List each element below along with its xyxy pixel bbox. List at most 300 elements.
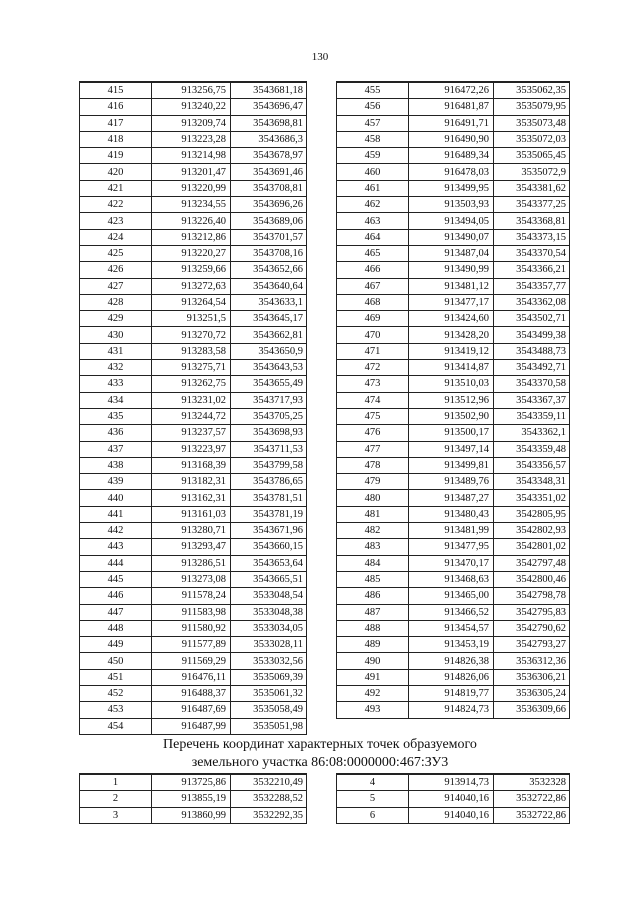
point-number-cell: 419 [80,148,152,164]
section-title [0,736,640,772]
table-row [337,148,570,164]
x-coordinate-cell: 911569,29 [152,653,231,669]
point-number-cell: 434 [80,392,152,408]
point-number-cell: 421 [80,180,152,196]
table-row [80,620,307,636]
point-number-cell: 464 [337,229,409,245]
x-coordinate-cell: 913280,71 [152,523,231,539]
y-coordinate-cell: 3543356,57 [494,457,570,473]
table-row [337,571,570,587]
x-coordinate-cell: 913914,73 [409,774,494,791]
point-number-cell: 429 [80,311,152,327]
table-row [80,506,307,522]
table-row [337,807,570,823]
y-coordinate-cell: 3535072,9 [494,164,570,180]
point-number-cell: 467 [337,278,409,294]
point-number-cell: 482 [337,523,409,539]
point-number-cell: 416 [80,99,152,115]
y-coordinate-cell: 3532210,49 [231,774,307,791]
y-coordinate-cell: 3535062,35 [494,82,570,99]
point-number-cell: 423 [80,213,152,229]
table-row [80,653,307,669]
y-coordinate-cell: 3532722,86 [494,791,570,807]
table-row [80,82,307,99]
point-number-cell: 479 [337,474,409,490]
x-coordinate-cell: 913453,19 [409,637,494,653]
table-row [337,180,570,196]
y-coordinate-cell: 3535069,39 [231,669,307,685]
table-row [337,376,570,392]
table-row [337,474,570,490]
point-number-cell: 447 [80,604,152,620]
point-number-cell: 438 [80,457,152,473]
point-number-cell: 457 [337,115,409,131]
table-row [80,702,307,718]
table-row [80,474,307,490]
point-number-cell: 452 [80,685,152,701]
y-coordinate-cell: 3543643,53 [231,360,307,376]
y-coordinate-cell: 3543357,77 [494,278,570,294]
point-number-cell: 436 [80,425,152,441]
table-row [80,604,307,620]
y-coordinate-cell: 3543696,26 [231,197,307,213]
x-coordinate-cell: 916478,03 [409,164,494,180]
x-coordinate-cell: 913512,96 [409,392,494,408]
y-coordinate-cell: 3543362,08 [494,294,570,310]
point-number-cell: 2 [80,791,152,807]
y-coordinate-cell: 3543359,11 [494,408,570,424]
y-coordinate-cell: 3536312,36 [494,653,570,669]
table-row [337,115,570,131]
point-number-cell: 456 [337,99,409,115]
table-row [337,294,570,310]
x-coordinate-cell: 913468,63 [409,571,494,587]
y-coordinate-cell: 3536306,21 [494,669,570,685]
x-coordinate-cell: 916481,87 [409,99,494,115]
point-number-cell: 431 [80,343,152,359]
y-coordinate-cell: 3543502,71 [494,311,570,327]
x-coordinate-cell: 916488,37 [152,685,231,701]
point-number-cell: 469 [337,311,409,327]
point-number-cell: 471 [337,343,409,359]
table-row [337,490,570,506]
point-number-cell: 450 [80,653,152,669]
table-row [337,539,570,555]
y-coordinate-cell: 3543351,02 [494,490,570,506]
coordinates-table-right [336,81,570,719]
point-number-cell: 439 [80,474,152,490]
table-row [80,360,307,376]
x-coordinate-cell: 913223,28 [152,131,231,147]
table-row [337,523,570,539]
y-coordinate-cell: 3542790,62 [494,620,570,636]
x-coordinate-cell: 913487,27 [409,490,494,506]
x-coordinate-cell: 916472,26 [409,82,494,99]
y-coordinate-cell: 3543653,64 [231,555,307,571]
x-coordinate-cell: 913477,17 [409,294,494,310]
point-number-cell: 481 [337,506,409,522]
x-coordinate-cell: 913414,87 [409,360,494,376]
point-number-cell: 492 [337,685,409,701]
point-number-cell: 451 [80,669,152,685]
y-coordinate-cell: 3543691,46 [231,164,307,180]
y-coordinate-cell: 3543633,1 [231,294,307,310]
point-number-cell: 442 [80,523,152,539]
table-row [337,620,570,636]
table-row [337,99,570,115]
x-coordinate-cell: 913489,76 [409,474,494,490]
table-row [80,669,307,685]
x-coordinate-cell: 913470,17 [409,555,494,571]
table-row [80,425,307,441]
table-row [80,213,307,229]
table-row [80,376,307,392]
x-coordinate-cell: 913428,20 [409,327,494,343]
x-coordinate-cell: 913262,75 [152,376,231,392]
point-number-cell: 417 [80,115,152,131]
table-row [80,245,307,261]
section-title-line-1: Перечень координат характерных точек образуемого [163,737,477,752]
y-coordinate-cell: 3533032,56 [231,653,307,669]
table-row [337,791,570,807]
point-number-cell: 448 [80,620,152,636]
y-coordinate-cell: 3542798,78 [494,588,570,604]
y-coordinate-cell: 3533034,05 [231,620,307,636]
table-row [337,229,570,245]
table-row [80,311,307,327]
point-number-cell: 470 [337,327,409,343]
y-coordinate-cell: 3543367,37 [494,392,570,408]
x-coordinate-cell: 913209,74 [152,115,231,131]
table-row [337,408,570,424]
point-number-cell: 460 [337,164,409,180]
x-coordinate-cell: 911583,98 [152,604,231,620]
table-row [80,571,307,587]
y-coordinate-cell: 3543662,81 [231,327,307,343]
x-coordinate-cell: 913293,47 [152,539,231,555]
y-coordinate-cell: 3542795,83 [494,604,570,620]
x-coordinate-cell: 913466,52 [409,604,494,620]
y-coordinate-cell: 3543708,81 [231,180,307,196]
point-number-cell: 493 [337,702,409,718]
y-coordinate-cell: 3535072,03 [494,131,570,147]
y-coordinate-cell: 3543366,21 [494,262,570,278]
point-number-cell: 484 [337,555,409,571]
x-coordinate-cell: 913510,03 [409,376,494,392]
point-number-cell: 475 [337,408,409,424]
x-coordinate-cell: 913162,31 [152,490,231,506]
y-coordinate-cell: 3535051,98 [231,718,307,734]
x-coordinate-cell: 913477,95 [409,539,494,555]
table-row [337,245,570,261]
x-coordinate-cell: 913725,86 [152,774,231,791]
table-row [337,164,570,180]
y-coordinate-cell: 3543650,9 [231,343,307,359]
x-coordinate-cell: 913500,17 [409,425,494,441]
x-coordinate-cell: 913419,12 [409,343,494,359]
x-coordinate-cell: 913237,57 [152,425,231,441]
x-coordinate-cell: 913223,97 [152,441,231,457]
y-coordinate-cell: 3542797,48 [494,555,570,571]
y-coordinate-cell: 3542805,95 [494,506,570,522]
point-number-cell: 424 [80,229,152,245]
point-number-cell: 415 [80,82,152,99]
x-coordinate-cell: 914824,73 [409,702,494,718]
x-coordinate-cell: 913251,5 [152,311,231,327]
point-number-cell: 422 [80,197,152,213]
table-row [337,278,570,294]
table-row [337,653,570,669]
table-row [80,588,307,604]
x-coordinate-cell: 914819,77 [409,685,494,701]
table-row [337,441,570,457]
x-coordinate-cell: 913497,14 [409,441,494,457]
x-coordinate-cell: 913283,58 [152,343,231,359]
x-coordinate-cell: 913226,40 [152,213,231,229]
page-number: 130 [311,51,329,63]
y-coordinate-cell: 3543373,15 [494,229,570,245]
table-row [337,392,570,408]
point-number-cell: 458 [337,131,409,147]
table-row [80,180,307,196]
table-row [80,718,307,734]
x-coordinate-cell: 913272,63 [152,278,231,294]
x-coordinate-cell: 916490,90 [409,131,494,147]
y-coordinate-cell: 3535061,32 [231,685,307,701]
point-number-cell: 466 [337,262,409,278]
point-number-cell: 444 [80,555,152,571]
table-row [337,213,570,229]
table-row [80,343,307,359]
y-coordinate-cell: 3535073,48 [494,115,570,131]
point-number-cell: 435 [80,408,152,424]
table-row [80,278,307,294]
table-row [80,99,307,115]
coordinates-table-left [79,81,307,735]
table-row [337,343,570,359]
table-row [80,523,307,539]
point-number-cell: 5 [337,791,409,807]
x-coordinate-cell: 913499,95 [409,180,494,196]
table-row [337,506,570,522]
point-number-cell: 427 [80,278,152,294]
table-row [80,229,307,245]
table-row [337,197,570,213]
x-coordinate-cell: 913454,57 [409,620,494,636]
x-coordinate-cell: 913502,90 [409,408,494,424]
x-coordinate-cell: 913212,86 [152,229,231,245]
x-coordinate-cell: 916491,71 [409,115,494,131]
y-coordinate-cell: 3543640,64 [231,278,307,294]
table-row [337,327,570,343]
x-coordinate-cell: 913855,19 [152,791,231,807]
y-coordinate-cell: 3543377,25 [494,197,570,213]
point-number-cell: 428 [80,294,152,310]
x-coordinate-cell: 913220,99 [152,180,231,196]
y-coordinate-cell: 3532288,52 [231,791,307,807]
point-number-cell: 491 [337,669,409,685]
point-number-cell: 418 [80,131,152,147]
x-coordinate-cell: 913490,99 [409,262,494,278]
table-row [80,294,307,310]
point-number-cell: 425 [80,245,152,261]
y-coordinate-cell: 3543368,81 [494,213,570,229]
y-coordinate-cell: 3543711,53 [231,441,307,457]
y-coordinate-cell: 3542801,02 [494,539,570,555]
y-coordinate-cell: 3543370,58 [494,376,570,392]
table-row [80,327,307,343]
table-row [80,441,307,457]
table-row [80,115,307,131]
x-coordinate-cell: 913490,07 [409,229,494,245]
y-coordinate-cell: 3543708,16 [231,245,307,261]
point-number-cell: 490 [337,653,409,669]
point-number-cell: 454 [80,718,152,734]
y-coordinate-cell: 3543671,96 [231,523,307,539]
point-number-cell: 480 [337,490,409,506]
y-coordinate-cell: 3543652,66 [231,262,307,278]
y-coordinate-cell: 3542793,27 [494,637,570,653]
x-coordinate-cell: 913234,55 [152,197,231,213]
y-coordinate-cell: 3543689,06 [231,213,307,229]
point-number-cell: 463 [337,213,409,229]
x-coordinate-cell: 913424,60 [409,311,494,327]
y-coordinate-cell: 3543698,93 [231,425,307,441]
y-coordinate-cell: 3535058,49 [231,702,307,718]
x-coordinate-cell: 913270,72 [152,327,231,343]
x-coordinate-cell: 913481,12 [409,278,494,294]
x-coordinate-cell: 913182,31 [152,474,231,490]
y-coordinate-cell: 3532328 [494,774,570,791]
point-number-cell: 468 [337,294,409,310]
y-coordinate-cell: 3543645,17 [231,311,307,327]
table-row [80,539,307,555]
table-row [80,791,307,807]
y-coordinate-cell: 3533028,11 [231,637,307,653]
point-number-cell: 488 [337,620,409,636]
table-row [80,490,307,506]
table-row [80,685,307,701]
y-coordinate-cell: 3543781,51 [231,490,307,506]
point-number-cell: 472 [337,360,409,376]
y-coordinate-cell: 3542800,46 [494,571,570,587]
table-row [80,807,307,823]
point-number-cell: 440 [80,490,152,506]
table-row [337,360,570,376]
table-row [80,131,307,147]
x-coordinate-cell: 913499,81 [409,457,494,473]
x-coordinate-cell: 913240,22 [152,99,231,115]
point-number-cell: 433 [80,376,152,392]
y-coordinate-cell: 3543362,1 [494,425,570,441]
coordinates-table-bottom-right [336,773,570,824]
point-number-cell: 426 [80,262,152,278]
table-row [80,262,307,278]
x-coordinate-cell: 913481,99 [409,523,494,539]
x-coordinate-cell: 913860,99 [152,807,231,823]
y-coordinate-cell: 3532292,35 [231,807,307,823]
x-coordinate-cell: 913214,98 [152,148,231,164]
x-coordinate-cell: 913256,75 [152,82,231,99]
y-coordinate-cell: 3533048,38 [231,604,307,620]
x-coordinate-cell: 913286,51 [152,555,231,571]
table-row [337,555,570,571]
point-number-cell: 483 [337,539,409,555]
y-coordinate-cell: 3543348,31 [494,474,570,490]
point-number-cell: 445 [80,571,152,587]
x-coordinate-cell: 911577,89 [152,637,231,653]
y-coordinate-cell: 3543381,62 [494,180,570,196]
point-number-cell: 446 [80,588,152,604]
point-number-cell: 6 [337,807,409,823]
point-number-cell: 473 [337,376,409,392]
point-number-cell: 432 [80,360,152,376]
y-coordinate-cell: 3543499,38 [494,327,570,343]
point-number-cell: 443 [80,539,152,555]
y-coordinate-cell: 3536305,24 [494,685,570,701]
y-coordinate-cell: 3543698,81 [231,115,307,131]
y-coordinate-cell: 3543717,93 [231,392,307,408]
point-number-cell: 459 [337,148,409,164]
y-coordinate-cell: 3536309,66 [494,702,570,718]
point-number-cell: 474 [337,392,409,408]
point-number-cell: 3 [80,807,152,823]
x-coordinate-cell: 914040,16 [409,791,494,807]
point-number-cell: 489 [337,637,409,653]
point-number-cell: 462 [337,197,409,213]
y-coordinate-cell: 3543370,54 [494,245,570,261]
y-coordinate-cell: 3543799,58 [231,457,307,473]
x-coordinate-cell: 914826,06 [409,669,494,685]
point-number-cell: 455 [337,82,409,99]
x-coordinate-cell: 913244,72 [152,408,231,424]
y-coordinate-cell: 3543660,15 [231,539,307,555]
point-number-cell: 1 [80,774,152,791]
point-number-cell: 461 [337,180,409,196]
x-coordinate-cell: 913275,71 [152,360,231,376]
table-row [337,774,570,791]
y-coordinate-cell: 3543705,25 [231,408,307,424]
x-coordinate-cell: 913480,43 [409,506,494,522]
x-coordinate-cell: 916489,34 [409,148,494,164]
table-row [337,702,570,718]
table-row [337,604,570,620]
y-coordinate-cell: 3543701,57 [231,229,307,245]
table-row [80,555,307,571]
point-number-cell: 441 [80,506,152,522]
table-row [337,637,570,653]
y-coordinate-cell: 3532722,86 [494,807,570,823]
table-row [337,588,570,604]
y-coordinate-cell: 3543786,65 [231,474,307,490]
x-coordinate-cell: 911578,24 [152,588,231,604]
y-coordinate-cell: 3543686,3 [231,131,307,147]
point-number-cell: 430 [80,327,152,343]
table-row [80,197,307,213]
x-coordinate-cell: 916487,99 [152,718,231,734]
y-coordinate-cell: 3543665,51 [231,571,307,587]
y-coordinate-cell: 3543696,47 [231,99,307,115]
table-row [80,392,307,408]
point-number-cell: 487 [337,604,409,620]
y-coordinate-cell: 3542802,93 [494,523,570,539]
table-row [337,669,570,685]
point-number-cell: 477 [337,441,409,457]
point-number-cell: 449 [80,637,152,653]
table-row [80,148,307,164]
table-row [337,82,570,99]
point-number-cell: 437 [80,441,152,457]
